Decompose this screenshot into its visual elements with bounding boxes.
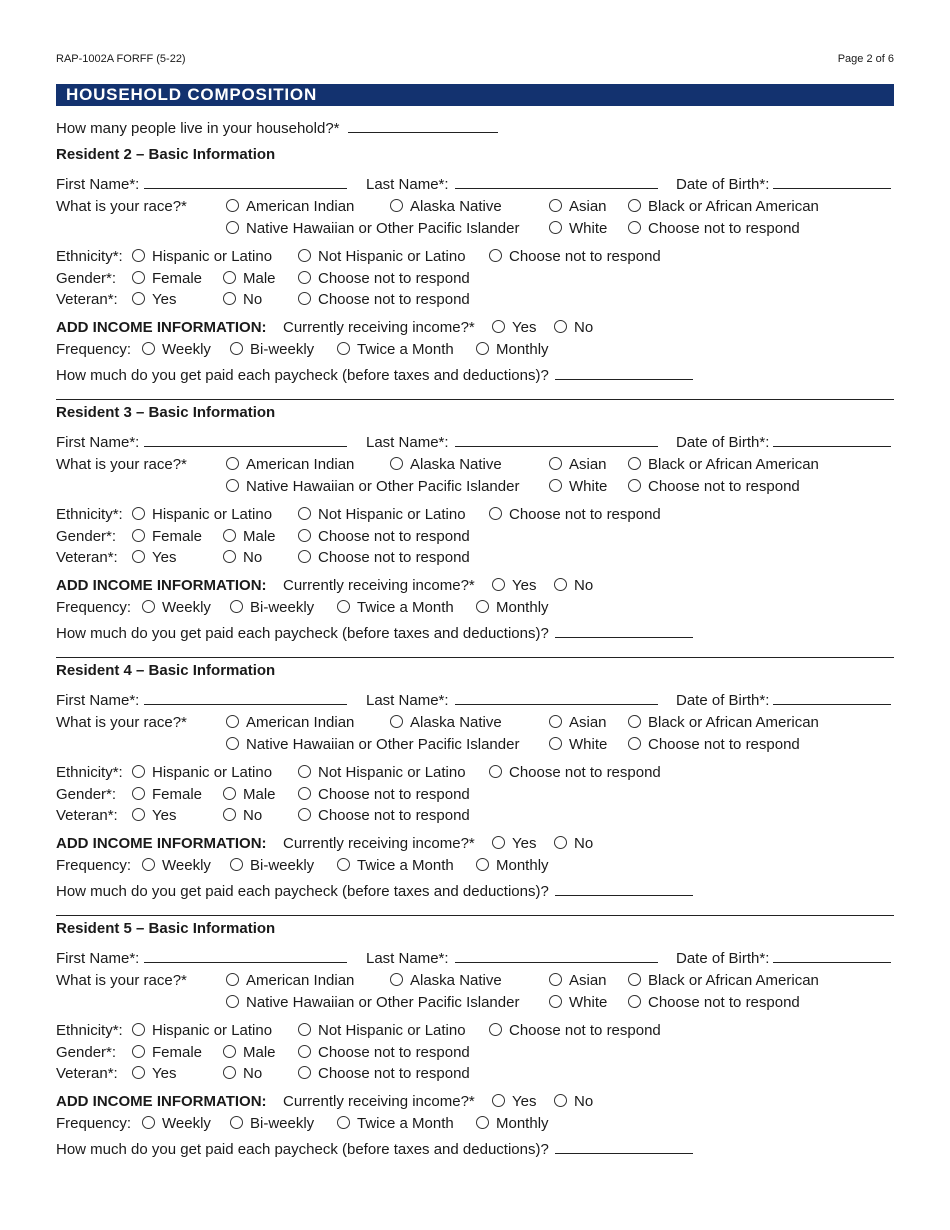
radio-icon[interactable] xyxy=(298,271,311,284)
household-count-label: How many people live in your household?* xyxy=(56,120,340,137)
veteran-row xyxy=(56,290,894,310)
race-question: What is your race?* xyxy=(56,714,187,731)
race-option[interactable]: Alaska Native xyxy=(390,197,502,217)
gender-option[interactable]: Male xyxy=(223,269,276,289)
form-code: RAP-1002A FORFF (5-22) xyxy=(56,53,186,65)
gender-option[interactable]: Choose not to respond xyxy=(298,1043,470,1063)
radio-icon[interactable] xyxy=(390,973,403,986)
paycheck-row xyxy=(56,1139,894,1159)
dob-field[interactable] xyxy=(773,690,891,705)
radio-icon[interactable] xyxy=(549,995,562,1008)
income-option[interactable]: No xyxy=(554,318,593,338)
income-question: Currently receiving income?* xyxy=(283,835,475,852)
radio-icon[interactable] xyxy=(132,249,145,262)
ethnicity-option[interactable]: Not Hispanic or Latino xyxy=(298,247,466,267)
race-row-2 xyxy=(56,735,894,755)
radio-icon[interactable] xyxy=(132,271,145,284)
income-question: Currently receiving income?* xyxy=(283,319,475,336)
race-row-1 xyxy=(56,713,894,733)
radio-icon[interactable] xyxy=(628,199,641,212)
radio-icon[interactable] xyxy=(492,578,505,591)
last-name-field[interactable] xyxy=(455,432,658,447)
veteran-label: Veteran*: xyxy=(56,291,118,308)
first-name-field[interactable] xyxy=(144,948,347,963)
radio-icon[interactable] xyxy=(489,765,502,778)
income-heading: ADD INCOME INFORMATION: xyxy=(56,319,267,336)
race-row-2 xyxy=(56,219,894,239)
frequency-option[interactable]: Bi-weekly xyxy=(230,1114,314,1134)
resident-title-text: Resident 2 – Basic Information xyxy=(56,146,276,163)
radio-icon[interactable] xyxy=(230,858,243,871)
ethnicity-option[interactable]: Not Hispanic or Latino xyxy=(298,763,466,783)
frequency-row xyxy=(56,856,894,876)
frequency-row xyxy=(56,340,894,360)
radio-icon[interactable] xyxy=(142,1116,155,1129)
frequency-label: Frequency: xyxy=(56,341,132,358)
income-option[interactable]: Yes xyxy=(492,1092,536,1112)
resident-section-5 xyxy=(56,891,894,1158)
race-option[interactable]: Asian xyxy=(549,971,607,991)
ethnicity-label: Ethnicity*: xyxy=(56,506,123,523)
ethnicity-option[interactable]: Choose not to respond xyxy=(489,1021,661,1041)
frequency-option[interactable]: Twice a Month xyxy=(337,856,454,876)
income-option[interactable]: Yes xyxy=(492,834,536,854)
last-name-label: Last Name*: xyxy=(366,176,449,193)
veteran-row xyxy=(56,1064,894,1084)
frequency-row xyxy=(56,1114,894,1134)
income-option[interactable]: No xyxy=(554,834,593,854)
radio-icon[interactable] xyxy=(337,858,350,871)
resident-title xyxy=(56,661,275,681)
race-option[interactable]: American Indian xyxy=(226,197,354,217)
dob-label: Date of Birth*: xyxy=(676,176,770,193)
ethnicity-option[interactable]: Not Hispanic or Latino xyxy=(298,505,466,525)
radio-icon[interactable] xyxy=(298,808,311,821)
race-option[interactable]: Choose not to respond xyxy=(628,219,800,239)
ethnicity-row xyxy=(56,763,894,783)
ethnicity-option[interactable]: Choose not to respond xyxy=(489,505,661,525)
dob-label: Date of Birth*: xyxy=(676,950,770,967)
radio-icon[interactable] xyxy=(223,271,236,284)
radio-icon[interactable] xyxy=(142,600,155,613)
radio-icon[interactable] xyxy=(298,507,311,520)
race-option[interactable]: Native Hawaiian or Other Pacific Islander xyxy=(226,993,519,1013)
last-name-field[interactable] xyxy=(455,690,658,705)
income-heading: ADD INCOME INFORMATION: xyxy=(56,835,267,852)
name-row xyxy=(56,690,894,710)
radio-icon[interactable] xyxy=(230,342,243,355)
radio-icon[interactable] xyxy=(337,1116,350,1129)
radio-icon[interactable] xyxy=(226,199,239,212)
radio-icon[interactable] xyxy=(489,1023,502,1036)
radio-icon[interactable] xyxy=(554,1094,567,1107)
radio-icon[interactable] xyxy=(132,507,145,520)
radio-icon[interactable] xyxy=(489,249,502,262)
frequency-row xyxy=(56,598,894,618)
ethnicity-label: Ethnicity*: xyxy=(56,764,123,781)
radio-icon[interactable] xyxy=(489,507,502,520)
radio-icon[interactable] xyxy=(298,1045,311,1058)
gender-row xyxy=(56,1043,894,1063)
race-option[interactable]: Asian xyxy=(549,713,607,733)
frequency-option[interactable]: Weekly xyxy=(142,856,211,876)
radio-icon[interactable] xyxy=(298,550,311,563)
radio-icon[interactable] xyxy=(492,320,505,333)
radio-icon[interactable] xyxy=(230,600,243,613)
radio-icon[interactable] xyxy=(226,973,239,986)
race-option[interactable]: Asian xyxy=(549,455,607,475)
resident-title xyxy=(56,145,275,165)
race-option[interactable]: Black or African American xyxy=(628,713,819,733)
ethnicity-option[interactable]: Choose not to respond xyxy=(489,763,661,783)
radio-icon[interactable] xyxy=(223,529,236,542)
paycheck-question: How much do you get paid each paycheck (before taxes and deductions)? xyxy=(56,625,549,642)
veteran-option[interactable]: Yes xyxy=(132,290,176,310)
dob-label: Date of Birth*: xyxy=(676,692,770,709)
gender-option[interactable]: Choose not to respond xyxy=(298,527,470,547)
radio-icon[interactable] xyxy=(628,973,641,986)
radio-icon[interactable] xyxy=(226,479,239,492)
page-number: Page 2 of 6 xyxy=(837,53,894,65)
race-option[interactable]: American Indian xyxy=(226,455,354,475)
race-row-1 xyxy=(56,455,894,475)
radio-icon[interactable] xyxy=(223,1045,236,1058)
race-option[interactable]: Native Hawaiian or Other Pacific Islander xyxy=(226,735,519,755)
paycheck-question: How much do you get paid each paycheck (before taxes and deductions)? xyxy=(56,1141,549,1158)
frequency-option[interactable]: Bi-weekly xyxy=(230,340,314,360)
ethnicity-label: Ethnicity*: xyxy=(56,1022,123,1039)
gender-label: Gender*: xyxy=(56,528,117,545)
first-name-label: First Name*: xyxy=(56,950,140,967)
race-option[interactable]: Choose not to respond xyxy=(628,735,800,755)
gender-option[interactable]: Male xyxy=(223,785,276,805)
race-option[interactable]: Native Hawaiian or Other Pacific Islander xyxy=(226,477,519,497)
veteran-row xyxy=(56,548,894,568)
paycheck-question: How much do you get paid each paycheck (before taxes and deductions)? xyxy=(56,367,549,384)
frequency-label: Frequency: xyxy=(56,1115,132,1132)
radio-icon[interactable] xyxy=(628,457,641,470)
frequency-option[interactable]: Monthly xyxy=(476,598,549,618)
radio-icon[interactable] xyxy=(298,1066,311,1079)
radio-icon[interactable] xyxy=(298,1023,311,1036)
radio-icon[interactable] xyxy=(226,221,239,234)
first-name-field[interactable] xyxy=(144,432,347,447)
income-option[interactable]: Yes xyxy=(492,576,536,596)
gender-option[interactable]: Choose not to respond xyxy=(298,269,470,289)
radio-icon[interactable] xyxy=(554,836,567,849)
radio-icon[interactable] xyxy=(549,199,562,212)
race-question: What is your race?* xyxy=(56,972,187,989)
radio-icon[interactable] xyxy=(226,457,239,470)
radio-icon[interactable] xyxy=(142,342,155,355)
radio-icon[interactable] xyxy=(554,320,567,333)
name-row xyxy=(56,432,894,452)
frequency-label: Frequency: xyxy=(56,857,132,874)
dob-label: Date of Birth*: xyxy=(676,434,770,451)
resident-title-text: Resident 5 – Basic Information xyxy=(56,920,276,937)
race-row-2 xyxy=(56,477,894,497)
radio-icon[interactable] xyxy=(476,1116,489,1129)
radio-icon[interactable] xyxy=(132,1023,145,1036)
radio-icon[interactable] xyxy=(132,550,145,563)
race-row-2 xyxy=(56,993,894,1013)
ethnicity-option[interactable]: Not Hispanic or Latino xyxy=(298,1021,466,1041)
frequency-option[interactable]: Weekly xyxy=(142,1114,211,1134)
veteran-option[interactable]: Yes xyxy=(132,548,176,568)
income-row xyxy=(56,1092,894,1112)
radio-icon[interactable] xyxy=(628,221,641,234)
income-option[interactable]: Yes xyxy=(492,318,536,338)
first-name-label: First Name*: xyxy=(56,176,140,193)
frequency-option[interactable]: Weekly xyxy=(142,340,211,360)
income-heading: ADD INCOME INFORMATION: xyxy=(56,1093,267,1110)
radio-icon[interactable] xyxy=(132,529,145,542)
radio-icon[interactable] xyxy=(549,221,562,234)
radio-icon[interactable] xyxy=(476,858,489,871)
frequency-option[interactable]: Bi-weekly xyxy=(230,856,314,876)
radio-icon[interactable] xyxy=(492,1094,505,1107)
radio-icon[interactable] xyxy=(298,787,311,800)
radio-icon[interactable] xyxy=(132,1066,145,1079)
frequency-option[interactable]: Twice a Month xyxy=(337,1114,454,1134)
veteran-label: Veteran*: xyxy=(56,549,118,566)
income-option[interactable]: No xyxy=(554,1092,593,1112)
frequency-option[interactable]: Monthly xyxy=(476,340,549,360)
race-option[interactable]: Black or African American xyxy=(628,197,819,217)
radio-icon[interactable] xyxy=(390,199,403,212)
radio-icon[interactable] xyxy=(628,737,641,750)
race-option[interactable]: Native Hawaiian or Other Pacific Islander xyxy=(226,219,519,239)
veteran-option[interactable]: No xyxy=(223,290,262,310)
resident-title xyxy=(56,403,275,423)
resident-section-4 xyxy=(56,633,894,900)
race-question: What is your race?* xyxy=(56,198,187,215)
frequency-option[interactable]: Monthly xyxy=(476,856,549,876)
gender-option[interactable]: Female xyxy=(132,269,202,289)
gender-label: Gender*: xyxy=(56,786,117,803)
race-option[interactable]: White xyxy=(549,735,607,755)
gender-option[interactable]: Female xyxy=(132,1043,202,1063)
last-name-field[interactable] xyxy=(455,948,658,963)
race-option[interactable]: Alaska Native xyxy=(390,713,502,733)
veteran-option[interactable]: Choose not to respond xyxy=(298,1064,470,1084)
radio-icon[interactable] xyxy=(628,479,641,492)
radio-icon[interactable] xyxy=(298,292,311,305)
race-option[interactable]: White xyxy=(549,219,607,239)
ethnicity-label: Ethnicity*: xyxy=(56,248,123,265)
income-row xyxy=(56,318,894,338)
veteran-option[interactable]: Choose not to respond xyxy=(298,290,470,310)
radio-icon[interactable] xyxy=(132,787,145,800)
radio-icon[interactable] xyxy=(549,479,562,492)
race-option[interactable]: White xyxy=(549,993,607,1013)
name-row xyxy=(56,174,894,194)
radio-icon[interactable] xyxy=(226,737,239,750)
radio-icon[interactable] xyxy=(628,995,641,1008)
radio-icon[interactable] xyxy=(223,808,236,821)
radio-icon[interactable] xyxy=(230,1116,243,1129)
gender-option[interactable]: Male xyxy=(223,1043,276,1063)
radio-icon[interactable] xyxy=(549,737,562,750)
last-name-label: Last Name*: xyxy=(366,692,449,709)
dob-field[interactable] xyxy=(773,432,891,447)
paycheck-amount-field[interactable] xyxy=(555,1139,693,1154)
section-banner: HOUSEHOLD COMPOSITION xyxy=(56,84,894,106)
race-option[interactable]: White xyxy=(549,477,607,497)
radio-icon[interactable] xyxy=(549,457,562,470)
income-question: Currently receiving income?* xyxy=(283,1093,475,1110)
gender-row xyxy=(56,527,894,547)
first-name-field[interactable] xyxy=(144,174,347,189)
radio-icon[interactable] xyxy=(132,765,145,778)
gender-row xyxy=(56,785,894,805)
veteran-option[interactable]: No xyxy=(223,1064,262,1084)
dob-field[interactable] xyxy=(773,174,891,189)
gender-row xyxy=(56,269,894,289)
radio-icon[interactable] xyxy=(476,600,489,613)
dob-field[interactable] xyxy=(773,948,891,963)
race-question: What is your race?* xyxy=(56,456,187,473)
ethnicity-option[interactable]: Hispanic or Latino xyxy=(132,763,272,783)
radio-icon[interactable] xyxy=(337,600,350,613)
frequency-option[interactable]: Bi-weekly xyxy=(230,598,314,618)
last-name-label: Last Name*: xyxy=(366,434,449,451)
radio-icon[interactable] xyxy=(223,787,236,800)
race-option[interactable]: Asian xyxy=(549,197,607,217)
radio-icon[interactable] xyxy=(142,858,155,871)
radio-icon[interactable] xyxy=(132,808,145,821)
radio-icon[interactable] xyxy=(492,836,505,849)
veteran-option[interactable]: No xyxy=(223,548,262,568)
radio-icon[interactable] xyxy=(549,973,562,986)
radio-icon[interactable] xyxy=(298,529,311,542)
frequency-option[interactable]: Weekly xyxy=(142,598,211,618)
radio-icon[interactable] xyxy=(549,715,562,728)
gender-option[interactable]: Female xyxy=(132,527,202,547)
radio-icon[interactable] xyxy=(628,715,641,728)
name-row xyxy=(56,948,894,968)
radio-icon[interactable] xyxy=(390,715,403,728)
veteran-option[interactable]: Yes xyxy=(132,806,176,826)
gender-option[interactable]: Female xyxy=(132,785,202,805)
radio-icon[interactable] xyxy=(298,249,311,262)
ethnicity-option[interactable]: Hispanic or Latino xyxy=(132,505,272,525)
radio-icon[interactable] xyxy=(132,1045,145,1058)
radio-icon[interactable] xyxy=(390,457,403,470)
radio-icon[interactable] xyxy=(132,292,145,305)
radio-icon[interactable] xyxy=(226,995,239,1008)
race-option[interactable]: American Indian xyxy=(226,713,354,733)
race-option[interactable]: American Indian xyxy=(226,971,354,991)
race-option[interactable]: Black or African American xyxy=(628,971,819,991)
radio-icon[interactable] xyxy=(476,342,489,355)
first-name-label: First Name*: xyxy=(56,692,140,709)
resident-section-3 xyxy=(56,375,894,642)
income-question: Currently receiving income?* xyxy=(283,577,475,594)
income-row xyxy=(56,576,894,596)
radio-icon[interactable] xyxy=(298,765,311,778)
veteran-option[interactable]: Choose not to respond xyxy=(298,548,470,568)
income-row xyxy=(56,834,894,854)
radio-icon[interactable] xyxy=(337,342,350,355)
race-option[interactable]: Black or African American xyxy=(628,455,819,475)
first-name-label: First Name*: xyxy=(56,434,140,451)
income-heading: ADD INCOME INFORMATION: xyxy=(56,577,267,594)
frequency-option[interactable]: Twice a Month xyxy=(337,340,454,360)
race-row-1 xyxy=(56,197,894,217)
ethnicity-row xyxy=(56,247,894,267)
ethnicity-option[interactable]: Choose not to respond xyxy=(489,247,661,267)
gender-label: Gender*: xyxy=(56,1044,117,1061)
frequency-option[interactable]: Twice a Month xyxy=(337,598,454,618)
veteran-label: Veteran*: xyxy=(56,807,118,824)
radio-icon[interactable] xyxy=(223,550,236,563)
radio-icon[interactable] xyxy=(223,292,236,305)
veteran-row xyxy=(56,806,894,826)
first-name-field[interactable] xyxy=(144,690,347,705)
race-option[interactable]: Alaska Native xyxy=(390,971,502,991)
race-option[interactable]: Choose not to respond xyxy=(628,993,800,1013)
gender-label: Gender*: xyxy=(56,270,117,287)
ethnicity-row xyxy=(56,505,894,525)
veteran-label: Veteran*: xyxy=(56,1065,118,1082)
race-option[interactable]: Choose not to respond xyxy=(628,477,800,497)
frequency-option[interactable]: Monthly xyxy=(476,1114,549,1134)
race-option[interactable]: Alaska Native xyxy=(390,455,502,475)
frequency-label: Frequency: xyxy=(56,599,132,616)
race-row-1 xyxy=(56,971,894,991)
radio-icon[interactable] xyxy=(554,578,567,591)
gender-option[interactable]: Male xyxy=(223,527,276,547)
paycheck-question: How much do you get paid each paycheck (before taxes and deductions)? xyxy=(56,883,549,900)
gender-option[interactable]: Choose not to respond xyxy=(298,785,470,805)
last-name-field[interactable] xyxy=(455,174,658,189)
resident-title-text: Resident 4 – Basic Information xyxy=(56,662,276,679)
ethnicity-row xyxy=(56,1021,894,1041)
veteran-option[interactable]: No xyxy=(223,806,262,826)
income-option[interactable]: No xyxy=(554,576,593,596)
resident-section-2 xyxy=(56,117,894,384)
veteran-option[interactable]: Yes xyxy=(132,1064,176,1084)
veteran-option[interactable]: Choose not to respond xyxy=(298,806,470,826)
ethnicity-option[interactable]: Hispanic or Latino xyxy=(132,247,272,267)
last-name-label: Last Name*: xyxy=(366,950,449,967)
resident-title xyxy=(56,919,275,939)
ethnicity-option[interactable]: Hispanic or Latino xyxy=(132,1021,272,1041)
resident-title-text: Resident 3 – Basic Information xyxy=(56,404,276,421)
radio-icon[interactable] xyxy=(226,715,239,728)
radio-icon[interactable] xyxy=(223,1066,236,1079)
